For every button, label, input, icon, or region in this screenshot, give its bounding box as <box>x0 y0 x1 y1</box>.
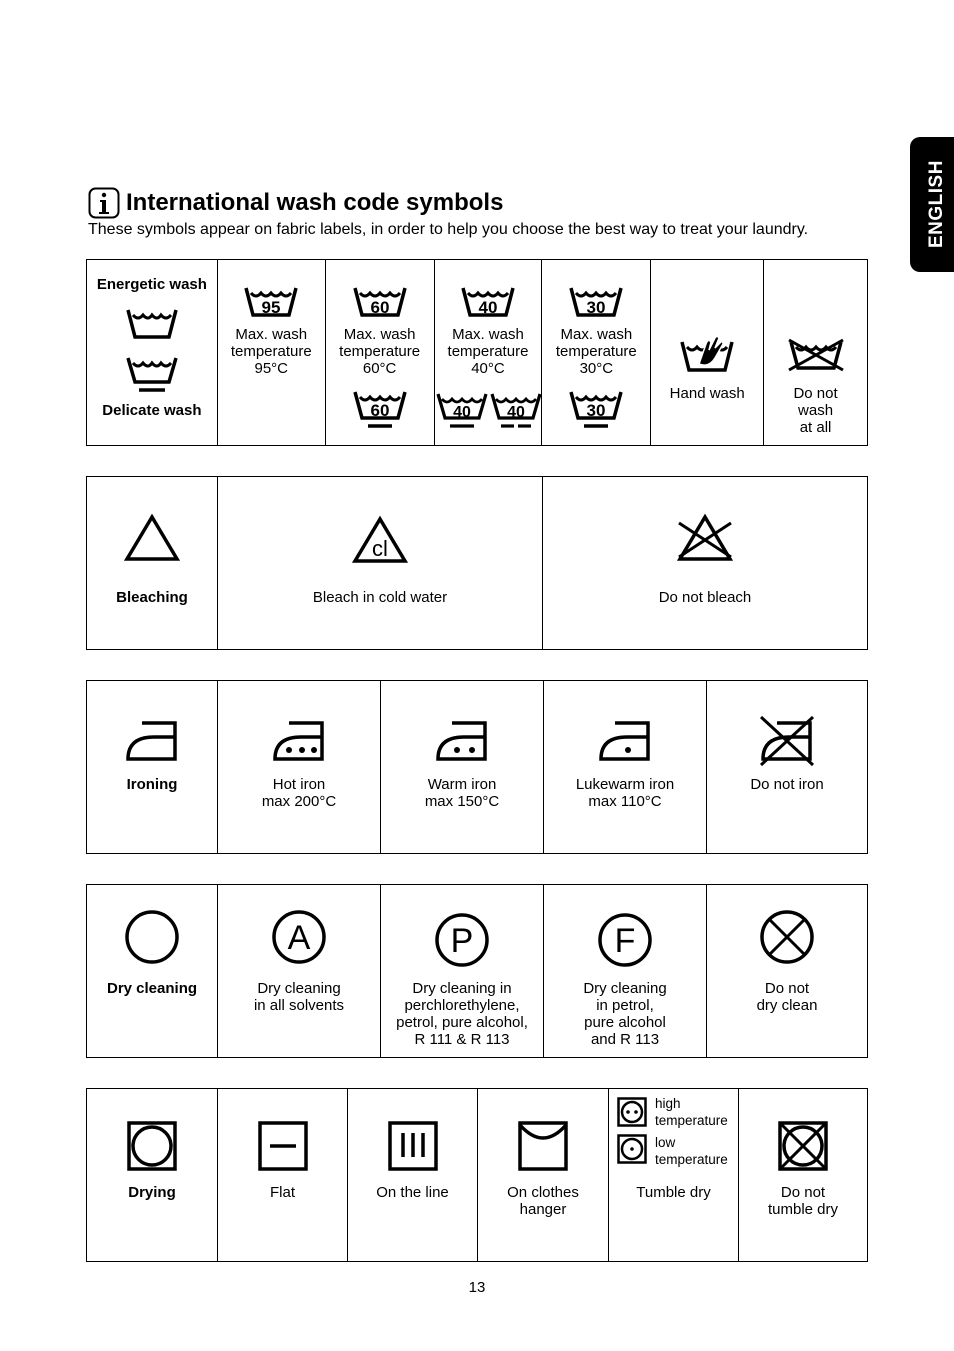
delicate-wash-label: Delicate wash <box>102 402 202 419</box>
iron-icon <box>124 719 180 763</box>
svg-text:95: 95 <box>261 298 281 317</box>
wash-table <box>86 259 868 446</box>
hanger-dry-icon <box>518 1121 568 1171</box>
tub-95-icon <box>243 284 299 318</box>
wash-30-cell <box>541 260 650 445</box>
lukewarm-iron-cell <box>543 681 706 853</box>
svg-text:40: 40 <box>452 404 471 421</box>
hot-iron-label: Hot iron max 200°C <box>261 776 337 810</box>
flat-dry-icon <box>258 1121 308 1171</box>
tub-40-icon <box>460 284 516 318</box>
ironing-label: Ironing <box>126 776 178 793</box>
page-number: 13 <box>468 1279 486 1296</box>
flat-dry-label: Flat <box>269 1184 295 1201</box>
tub-60-icon <box>352 284 408 318</box>
no-wash-cell <box>763 260 867 445</box>
do-not-wash-icon <box>787 338 845 372</box>
do-not-bleach-icon <box>675 513 735 563</box>
iron-one-dot-icon <box>597 719 653 763</box>
lukewarm-iron-label: Lukewarm iron max 110°C <box>575 776 675 810</box>
wash-30-label: Max. wash temperature 30°C <box>555 326 637 377</box>
tumble-dry-label: Tumble dry <box>636 1184 711 1201</box>
no-bleach-cell <box>542 477 867 649</box>
wash-95-label: Max. wash temperature 95°C <box>230 326 312 377</box>
dry-clean-f-cell <box>543 885 706 1057</box>
triangle-icon <box>124 513 180 563</box>
tumble-low-label: low temperature <box>655 1135 728 1167</box>
do-not-tumble-dry-icon <box>778 1121 828 1171</box>
line-dry-icon <box>388 1121 438 1171</box>
ironing-cell <box>87 681 217 853</box>
dry-clean-a-cell <box>217 885 380 1057</box>
circle-p-icon <box>434 912 490 968</box>
flat-dry-cell <box>217 1089 347 1261</box>
bleach-cl-icon <box>352 515 408 565</box>
dry-clean-p-cell <box>380 885 543 1057</box>
tub-30-icon <box>568 284 624 318</box>
svg-text:30: 30 <box>586 298 606 317</box>
intro-text: These symbols appear on fabric labels, in order to help you choose the best way to treat your laundry. <box>88 221 809 238</box>
iron-two-dots-icon <box>434 719 490 763</box>
dry-clean-p-label: Dry cleaning in perchlorethylene, petrol, pure alcohol, R 111 & R 113 <box>396 980 528 1048</box>
drying-label: Drying <box>128 1184 176 1201</box>
tumble-high-icon <box>617 1097 647 1127</box>
do-not-iron-icon <box>757 713 817 769</box>
no-tumble-dry-cell <box>738 1089 867 1261</box>
tumble-low-icon <box>617 1134 647 1164</box>
hand-wash-icon <box>679 328 735 374</box>
bleaching-cell <box>87 477 217 649</box>
svg-text:40: 40 <box>478 298 498 317</box>
wash-type-cell <box>87 260 217 445</box>
tub-60-delicate-icon <box>352 388 408 430</box>
wash-60-cell <box>325 260 434 445</box>
bleaching-label: Bleaching <box>116 589 188 606</box>
iron-table <box>86 680 868 854</box>
tumble-dry-cell <box>608 1089 738 1261</box>
warm-iron-label: Warm iron max 150°C <box>424 776 500 810</box>
dry-cleaning-cell <box>87 885 217 1057</box>
dry-clean-table <box>86 884 868 1058</box>
bleach-cold-cell <box>217 477 542 649</box>
tub-40-delicate-icon <box>436 390 488 430</box>
hand-wash-cell <box>650 260 763 445</box>
drying-cell <box>87 1089 217 1261</box>
svg-text:F: F <box>614 922 636 960</box>
warm-iron-cell <box>380 681 543 853</box>
info-icon <box>88 187 120 219</box>
svg-text:30: 30 <box>586 401 606 420</box>
tub-40-very-delicate-icon <box>490 390 542 430</box>
hot-iron-cell <box>217 681 380 853</box>
hand-wash-label: Hand wash <box>669 385 745 402</box>
section-heading <box>88 187 503 219</box>
bleach-table <box>86 476 868 650</box>
no-dry-clean-label: Do not dry clean <box>756 980 818 1014</box>
dry-clean-a-label: Dry cleaning in all solvents <box>253 980 345 1014</box>
wash-40-label: Max. wash temperature 40°C <box>447 326 529 377</box>
language-tab-label: ENGLISH <box>926 160 947 249</box>
drying-table <box>86 1088 868 1262</box>
no-tumble-dry-label: Do not tumble dry <box>767 1184 839 1218</box>
circle-f-icon <box>597 912 653 968</box>
dry-clean-f-label: Dry cleaning in petrol, pure alcohol and R 113 <box>583 980 667 1048</box>
circle-icon <box>124 909 180 965</box>
tub-delicate-icon <box>125 354 179 394</box>
svg-text:P: P <box>450 922 474 960</box>
tub-30-delicate-icon <box>568 388 624 430</box>
language-tab <box>910 137 954 272</box>
circle-a-icon <box>271 909 327 965</box>
no-iron-label: Do not iron <box>750 776 824 793</box>
tumble-high-label: high temperature <box>655 1096 728 1128</box>
wash-95-cell <box>217 260 325 445</box>
svg-text:cl: cl <box>372 536 388 561</box>
no-iron-cell <box>706 681 867 853</box>
wash-60-label: Max. wash temperature 60°C <box>339 326 421 377</box>
do-not-dry-clean-icon <box>759 909 815 965</box>
wash-40-cell <box>434 260 542 445</box>
line-dry-label: On the line <box>376 1184 449 1201</box>
no-dry-clean-cell <box>706 885 867 1057</box>
tumble-square-icon <box>127 1121 177 1171</box>
no-bleach-label: Do not bleach <box>658 589 752 606</box>
dry-cleaning-label: Dry cleaning <box>106 980 198 997</box>
hanger-dry-cell <box>477 1089 608 1261</box>
svg-text:60: 60 <box>370 298 390 317</box>
page-title: International wash code symbols <box>126 189 504 216</box>
svg-text:A: A <box>287 919 311 957</box>
iron-three-dots-icon <box>271 719 327 763</box>
tub-icon <box>125 306 179 340</box>
svg-text:40: 40 <box>506 404 525 421</box>
svg-text:60: 60 <box>370 401 390 420</box>
line-dry-cell <box>347 1089 477 1261</box>
bleach-cold-label: Bleach in cold water <box>312 589 448 606</box>
hanger-dry-label: On clothes hanger <box>507 1184 579 1218</box>
energetic-wash-label: Energetic wash <box>96 276 207 293</box>
no-wash-label: Do not wash at all <box>793 385 838 436</box>
